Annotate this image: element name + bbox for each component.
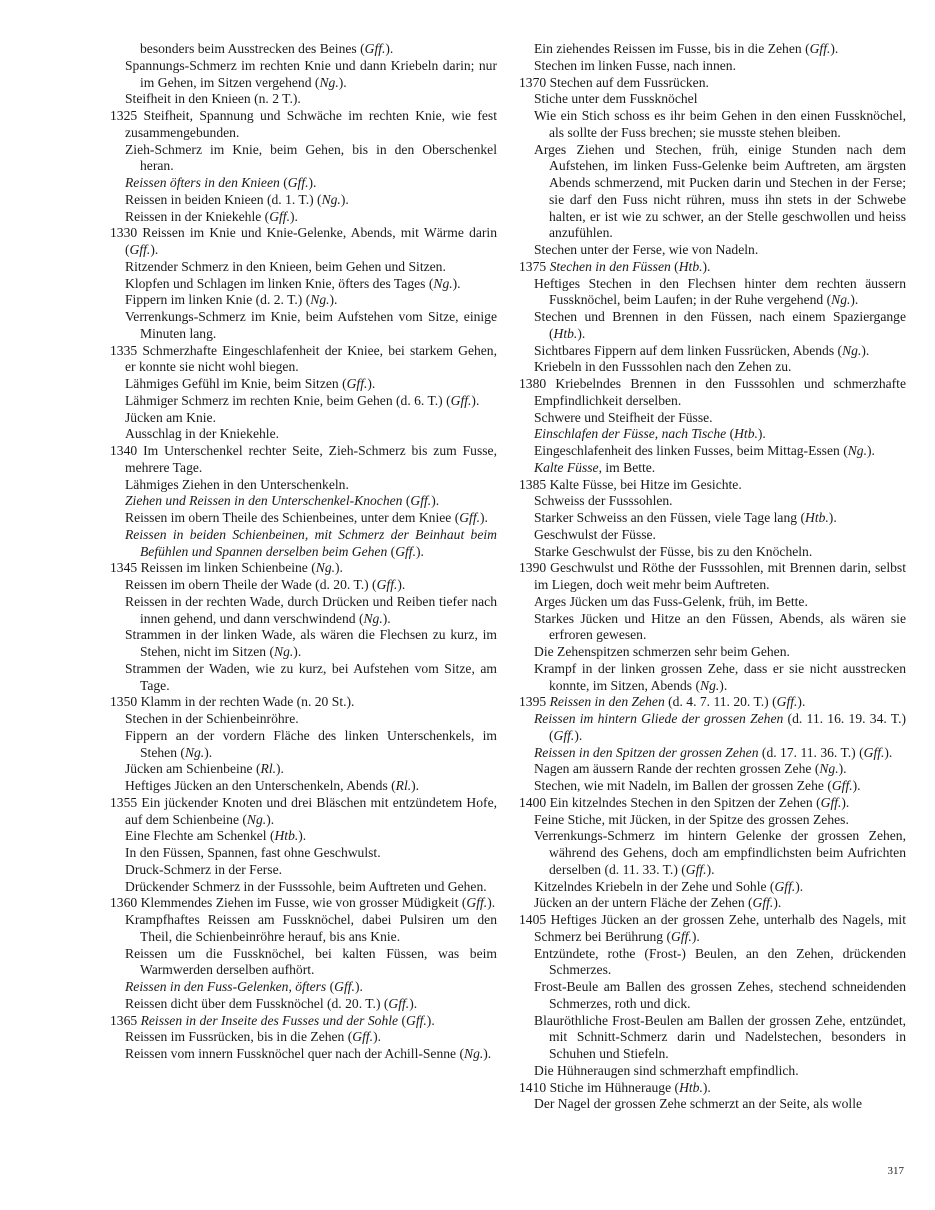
text-segment: (: [279, 175, 288, 190]
text-segment: Krampf in der linken grossen Zehe, dass er sie nicht ausstrecken konnte, im Sitzen, Abends (: [534, 660, 906, 693]
symptom-entry: [519, 510, 906, 527]
text-segment: Feine Stiche, mit Jücken, in der Spitze des grossen Zehes.: [534, 811, 849, 827]
symptom-entry: [110, 276, 497, 293]
italic-segment: Gff.: [863, 744, 885, 760]
text-segment: ).: [702, 258, 711, 274]
italic-segment: Gff.: [671, 928, 692, 944]
text-segment: Schwere und Steifheit der Füsse.: [534, 409, 713, 425]
text-segment: 1370 Stechen auf dem Fussrücken.: [519, 74, 709, 90]
symptom-entry: [519, 946, 906, 980]
text-segment: 1390 Geschwulst und Röthe der Fusssohlen, mit Brennen darin, selbst im Liegen, doch weit mehr beim Auftreten.: [519, 560, 906, 592]
symptom-entry: [110, 292, 497, 309]
text-segment: (: [326, 979, 335, 994]
symptom-entry: [110, 661, 497, 695]
numbered-symptom-entry: [110, 694, 497, 711]
text-segment: Drückender Schmerz in der Fusssohle, beim Auftreten und Gehen.: [125, 878, 487, 894]
numbered-symptom-entry: [519, 560, 906, 594]
text-segment: ).: [385, 41, 394, 56]
italic-segment: Gff.: [410, 493, 432, 509]
italic-segment: Reissen in den Spitzen der grossen Zehen: [534, 744, 759, 760]
text-segment: ).: [397, 577, 406, 592]
text-segment: Reissen dicht über dem Fussknöchel (d. 20. T.) (: [125, 995, 389, 1011]
italic-segment: Gff.: [466, 895, 488, 911]
text-segment: ).: [702, 1079, 711, 1095]
text-segment: (: [402, 493, 411, 509]
italic-segment: Gff.: [450, 392, 472, 408]
italic-segment: Stechen in den Füssen: [549, 258, 671, 274]
symptom-entry: [519, 778, 906, 795]
symptom-entry: [110, 91, 497, 108]
text-segment: Reissen im obern Theile des Schienbeines, unter dem Kniee (: [125, 510, 460, 525]
text-segment: ).: [838, 761, 847, 777]
text-segment: ).: [367, 376, 376, 391]
italic-segment: Gff.: [395, 543, 416, 559]
symptom-entry: [519, 644, 906, 661]
italic-segment: Ng.: [319, 74, 339, 90]
symptom-entry: [519, 979, 906, 1013]
italic-segment: Ng.: [315, 560, 336, 576]
text-segment: 1385 Kalte Füsse, bei Hitze im Gesichte.: [519, 476, 742, 492]
text-segment: Reissen in der Kniekehle (: [125, 208, 270, 224]
symptom-entry: [110, 728, 497, 762]
symptom-entry: [110, 309, 497, 343]
text-segment: Lähmiger Schmerz im rechten Knie, beim Gehen (d. 6. T.) (: [125, 392, 451, 408]
text-segment: besonders beim Ausstrecken des Beines (: [140, 41, 365, 56]
text-segment: Wie ein Stich schoss es ihr beim Gehen in den einen Fussknöchel, als sollte der Fuss brechen; sie musste stehen bleiben.: [534, 108, 906, 140]
symptom-entry: [519, 426, 906, 443]
text-segment: ).: [797, 694, 806, 710]
italic-segment: Reissen in den Fuss-Gelenken, öfters: [125, 979, 327, 994]
symptom-entry: [519, 343, 906, 360]
text-segment: ).: [409, 995, 418, 1011]
text-segment: 1330 Reissen im Knie und Knie-Gelenke, Abends, mit Wärme darin (: [110, 225, 497, 257]
symptom-entry: [110, 510, 497, 527]
text-segment: ).: [452, 275, 461, 291]
symptom-entry: [110, 58, 497, 92]
text-segment: ).: [411, 778, 420, 793]
italic-segment: Htb.: [734, 426, 758, 442]
text-segment: Geschwulst der Füsse.: [534, 526, 656, 542]
text-segment: Kriebeln in den Fusssohlen nach den Zehen zu.: [534, 359, 792, 375]
text-segment: ).: [867, 443, 875, 458]
symptom-entry: [110, 259, 497, 276]
text-segment: ).: [884, 744, 893, 760]
text-segment: ).: [483, 1046, 492, 1061]
italic-segment: Gff.: [752, 895, 774, 911]
numbered-symptom-entry: [519, 376, 906, 410]
text-segment: ).: [340, 191, 349, 207]
symptom-entry: [110, 845, 497, 862]
text-segment: Reissen in der rechten Wade, durch Drücken und Reiben tiefer nach innen gehend, und dann verschwindend (: [125, 593, 497, 626]
right-column: [519, 41, 906, 1113]
text-segment: Steifheit in den Knieen (n. 2 T.).: [125, 91, 301, 107]
text-segment: ).: [828, 510, 837, 525]
text-segment: Eingeschlafenheit des linken Fusses, beim Mittag-Essen (: [534, 443, 848, 458]
text-segment: Verrenkungs-Schmerz im hintern Gelenke der grossen Zehen, während des Gehens, doch am empfindlichsten beim Aufrichten derselben (d. 11. 33. T.) (: [534, 828, 906, 877]
italic-segment: Gff.: [774, 878, 796, 894]
text-segment: Stechen, wie mit Nadeln, im Ballen der grossen Zehe (: [534, 778, 832, 793]
italic-segment: Gff.: [459, 510, 480, 525]
italic-segment: Gff.: [346, 376, 368, 391]
symptom-entry: [110, 577, 497, 594]
text-segment: 1340 Im Unterschenkel rechter Seite, Zieh-Schmerz bis zum Fusse, mehrere Tage.: [110, 443, 497, 475]
left-column: [110, 41, 497, 1063]
text-segment: 1335 Schmerzhafte Eingeschlafenheit der Kniee, bei starkem Gehen, er konnte sie nicht wohl biegen.: [110, 342, 497, 375]
symptom-entry: [110, 477, 497, 494]
italic-segment: Gff.: [352, 1029, 374, 1045]
text-segment: Blauröthliche Frost-Beulen am Ballen der grossen Zehe, entzündet, mit Schnitt-Schmerz darin und Nadelstechen, besonders in Schuhen und Stiefeln.: [534, 1012, 906, 1061]
numbered-symptom-entry: [519, 1080, 906, 1097]
italic-segment: Htb.: [553, 325, 578, 341]
symptom-entry: [519, 527, 906, 544]
text-segment: ).: [719, 677, 728, 693]
symptom-entry: [519, 1096, 906, 1113]
text-segment: Starke Geschwulst der Füsse, bis zu den Knöcheln.: [534, 543, 813, 559]
italic-segment: Gff.: [776, 694, 798, 710]
text-segment: Stechen und Brennen in den Füssen, nach einem Spaziergange (: [534, 309, 906, 341]
text-segment: Strammen der Waden, wie zu kurz, bei Aufstehen vom Sitze, am Tage.: [125, 660, 497, 693]
text-segment: Krampfhaftes Reissen am Fussknöchel, dabei Pulsiren um den Theil, die Schienbeinröhre herauf, bis ans Knie.: [125, 912, 497, 944]
symptom-entry: [110, 711, 497, 728]
symptom-entry: [519, 895, 906, 912]
italic-segment: Ng.: [819, 761, 839, 777]
symptom-entry: [110, 1046, 497, 1063]
symptom-entry: [519, 812, 906, 829]
text-segment: ).: [426, 1012, 435, 1028]
text-segment: 1365: [110, 1012, 141, 1028]
numbered-symptom-entry: [110, 343, 497, 377]
text-segment: 1350 Klamm in der rechten Wade (n. 20 St.).: [110, 694, 355, 710]
text-segment: ).: [431, 493, 440, 509]
italic-segment: Gff.: [685, 861, 707, 877]
text-segment: ).: [150, 242, 159, 257]
text-segment: 1405 Heftiges Jücken an der grossen Zehe, unterhalb des Nagels, mit Schmerz bei Berührung (: [519, 912, 906, 944]
symptom-entry: [110, 979, 497, 996]
symptom-entry: [519, 711, 906, 745]
text-segment: ).: [574, 727, 583, 743]
numbered-symptom-entry: [110, 443, 497, 477]
text-segment: ).: [795, 878, 804, 894]
italic-segment: Ng.: [184, 744, 205, 760]
text-segment: Die Zehenspitzen schmerzen sehr beim Gehen.: [534, 644, 790, 659]
text-segment: Heftiges Stechen in den Flechsen hinter dem rechten äussern Fussknöchel, beim Laufen; in der Ruhe vergehend (: [534, 275, 906, 308]
text-segment: Frost-Beule am Ballen des grossen Zehes, stechend schneidenden Schmerzes, roth und dick.: [534, 979, 906, 1011]
symptom-entry: [110, 828, 497, 845]
text-segment: (d. 11. 16. 19. 34. T.) (: [549, 711, 906, 743]
symptom-entry: [519, 41, 906, 58]
numbered-symptom-entry: [110, 108, 497, 142]
text-segment: ).: [480, 510, 488, 525]
symptom-entry: [519, 242, 906, 259]
text-segment: Nagen am äussern Rande der rechten grossen Zehe (: [534, 761, 820, 777]
italic-segment: Gff.: [129, 242, 151, 257]
italic-segment: Htb.: [805, 510, 829, 525]
text-segment: (d. 17. 11. 36. T.) (: [758, 744, 864, 760]
text-segment: Lähmiges Gefühl im Knie, beim Sitzen (: [125, 376, 347, 391]
italic-segment: Htb.: [274, 828, 299, 844]
symptom-entry: [519, 443, 906, 460]
symptom-entry: [110, 192, 497, 209]
symptom-entry: [110, 376, 497, 393]
text-segment: Ritzender Schmerz in den Knieen, beim Gehen und Sitzen.: [125, 258, 446, 274]
symptom-entry: [519, 1063, 906, 1080]
text-segment: Eine Flechte am Schenkel (: [125, 828, 275, 844]
italic-segment: Gff.: [820, 794, 842, 810]
text-segment: Jücken am Knie.: [125, 409, 216, 425]
text-segment: ).: [852, 778, 861, 793]
text-segment: ).: [293, 644, 302, 659]
numbered-symptom-entry: [110, 795, 497, 829]
text-segment: ).: [471, 392, 480, 408]
symptom-entry: [110, 946, 497, 980]
italic-segment: Ng.: [363, 610, 383, 626]
symptom-entry: [110, 879, 497, 896]
text-segment: ).: [373, 1029, 382, 1045]
italic-segment: Gff.: [269, 208, 290, 224]
italic-segment: Rl.: [395, 778, 412, 793]
symptom-entry: [110, 912, 497, 946]
symptom-entry: [110, 778, 497, 795]
text-segment: (: [387, 543, 396, 559]
text-segment: Reissen vom innern Fussknöchel quer nach der Achill-Senne (: [125, 1046, 465, 1061]
symptom-entry: [519, 91, 906, 108]
text-segment: ).: [691, 928, 700, 944]
italic-segment: Gff.: [364, 41, 386, 56]
symptom-entry: [519, 359, 906, 376]
symptom-entry: [110, 41, 497, 58]
symptom-entry: [110, 862, 497, 879]
page-number: 317: [887, 1165, 904, 1177]
text-segment: 1360 Klemmendes Ziehen im Fusse, wie von grosser Müdigkeit (: [110, 895, 467, 911]
text-segment: Spannungs-Schmerz im rechten Knie und dann Kriebeln darin; nur im Gehen, im Sitzen vergehend (: [125, 57, 497, 90]
italic-segment: Gff.: [388, 995, 410, 1011]
italic-segment: Ng.: [274, 644, 294, 659]
symptom-entry: [110, 142, 497, 176]
text-segment: ).: [577, 325, 586, 341]
symptom-entry: [519, 142, 906, 243]
text-segment: In den Füssen, Spannen, fast ohne Geschwulst.: [125, 845, 381, 860]
symptom-entry: [110, 209, 497, 226]
symptom-entry: [110, 996, 497, 1013]
text-segment: Strammen in der linken Wade, als wären die Flechsen zu kurz, im Stehen, nicht im Sitzen (: [125, 627, 497, 659]
numbered-symptom-entry: [110, 895, 497, 912]
text-segment: Druck-Schmerz in der Ferse.: [125, 861, 283, 877]
text-segment: (d. 4. 7. 11. 20. T.) (: [664, 694, 777, 710]
text-segment: Arges Ziehen und Stechen, früh, einige Stunden nach dem Aufstehen, im linken Fuss-Gelenke beim Auftreten, am ärgsten Abends schmerzend, mit Pucken darin und Stechen in der Ferse; sie darf den Fuss nicht rühren, muss ihn stets in der Schwebe halten, er ist wie zu schwer, an der Stelle geschwollen und heiss anzufühlen.: [534, 141, 906, 241]
text-segment: ).: [338, 74, 347, 90]
symptom-entry: [519, 661, 906, 695]
symptom-entry: [519, 58, 906, 75]
text-segment: ).: [266, 811, 275, 827]
numbered-symptom-entry: [519, 75, 906, 92]
text-segment: Ein ziehendes Reissen im Fusse, bis in die Zehen (: [534, 41, 810, 56]
symptom-entry: [519, 108, 906, 142]
text-segment: Starker Schweiss an den Füssen, viele Tage lang (: [534, 510, 805, 525]
text-segment: 1380 Kriebelndes Brennen in den Fusssohlen und schmerzhafte Empfindlichkeit derselben.: [519, 376, 906, 408]
text-segment: Schweiss der Fusssohlen.: [534, 493, 673, 509]
text-segment: Klopfen und Schlagen im linken Knie, öfters des Tages (: [125, 275, 434, 291]
text-segment: 1400 Ein kitzelndes Stechen in den Spitzen der Zehen (: [519, 794, 821, 810]
text-segment: Reissen in beiden Knieen (d. 1. T.) (: [125, 191, 322, 207]
italic-segment: Rl.: [260, 761, 276, 777]
italic-segment: Htb.: [679, 1079, 703, 1095]
text-segment: Stechen im linken Fusse, nach innen.: [534, 57, 736, 73]
symptom-entry: [519, 745, 906, 762]
italic-segment: Gff.: [831, 778, 853, 793]
symptom-entry: [110, 426, 497, 443]
text-segment: Fippern im linken Knie (d. 2. T.) (: [125, 292, 311, 308]
symptom-entry: [110, 393, 497, 410]
text-segment: ).: [850, 292, 859, 308]
italic-segment: Htb.: [678, 258, 703, 274]
text-segment: ).: [861, 342, 870, 358]
symptom-entry: [519, 828, 906, 878]
italic-segment: Ng.: [831, 292, 851, 308]
text-segment: Fippern an der vordern Fläche des linken Unterschenkels, im Stehen (: [125, 727, 497, 760]
symptom-entry: [110, 493, 497, 510]
text-segment: Jücken an der untern Fläche der Zehen (: [534, 895, 753, 911]
symptom-entry: [519, 544, 906, 561]
text-segment: Stiche unter dem Fussknöchel: [534, 91, 698, 107]
symptom-entry: [110, 761, 497, 778]
text-segment: 1345 Reissen im linken Schienbeine (: [110, 560, 316, 576]
text-segment: Arges Jücken um das Fuss-Gelenk, früh, im Bette.: [534, 593, 808, 609]
text-segment: (: [670, 258, 679, 274]
text-segment: Kitzelndes Kriebeln in der Zehe und Sohle (: [534, 878, 775, 894]
text-segment: ).: [841, 794, 850, 810]
symptom-entry: [519, 309, 906, 343]
symptom-entry: [519, 611, 906, 645]
italic-segment: Ziehen und Reissen in den Unterschenkel-Knochen: [125, 493, 403, 509]
text-segment: Reissen im Fussrücken, bis in die Zehen (: [125, 1029, 353, 1045]
text-segment: ).: [308, 175, 317, 190]
numbered-symptom-entry: [110, 560, 497, 577]
italic-segment: Reissen im hintern Gliede der grossen Zehen: [534, 711, 784, 726]
italic-segment: Reissen in den Zehen: [549, 694, 665, 710]
text-segment: Stechen unter der Ferse, wie von Nadeln.: [534, 242, 759, 257]
symptom-entry: [519, 879, 906, 896]
numbered-symptom-entry: [110, 1013, 497, 1030]
text-segment: (: [398, 1012, 407, 1028]
italic-segment: Ng.: [321, 191, 341, 207]
numbered-symptom-entry: [519, 795, 906, 812]
numbered-symptom-entry: [519, 694, 906, 711]
text-segment: ).: [382, 610, 391, 626]
text-segment: Stechen in der Schienbeinröhre.: [125, 711, 299, 726]
italic-segment: Reissen in beiden Schienbeinen, mit Schmerz der Beinhaut beim Befühlen und Spannen derselben beim Gehen: [125, 526, 497, 559]
symptom-entry: [519, 594, 906, 611]
italic-segment: Gff.: [334, 979, 355, 994]
text-segment: ).: [773, 895, 782, 911]
symptom-entry: [519, 410, 906, 427]
symptom-entry: [519, 493, 906, 510]
italic-segment: Gff.: [376, 577, 398, 592]
italic-segment: Reissen in der Inseite des Fusses und der Sohle: [140, 1012, 399, 1028]
text-segment: Starkes Jücken und Hitze an den Füssen, Abends, als wären sie erfroren gewesen.: [534, 610, 906, 643]
text-segment: ).: [487, 895, 496, 911]
italic-segment: Gff.: [406, 1012, 427, 1028]
symptom-entry: [110, 594, 497, 628]
numbered-symptom-entry: [519, 912, 906, 946]
text-segment: , im Bette.: [598, 459, 656, 475]
italic-segment: Ng.: [310, 292, 330, 308]
text-segment: Der Nagel der grossen Zehe schmerzt an der Seite, als wolle: [534, 1096, 863, 1112]
text-segment: Die Hühneraugen sind schmerzhaft empfindlich.: [534, 1062, 799, 1078]
text-segment: Jücken am Schienbeine (: [125, 761, 261, 777]
text-segment: Entzündete, rothe (Frost-) Beulen, an den Zehen, drückenden Schmerzes.: [534, 945, 906, 978]
italic-segment: Reissen öfters in den Knieen: [125, 175, 280, 190]
text-segment: Reissen um die Fussknöchel, bei kalten Füssen, was beim Warmwerden derselben aufhört.: [125, 945, 497, 978]
text-segment: ).: [706, 861, 715, 877]
symptom-entry: [110, 410, 497, 427]
text-segment: Sichtbares Fippern auf dem linken Fussrücken, Abends (: [534, 342, 843, 358]
symptom-entry: [110, 627, 497, 661]
text-segment: ).: [289, 208, 298, 224]
text-segment: Ausschlag in der Kniekehle.: [125, 426, 280, 442]
italic-segment: Ng.: [847, 443, 867, 458]
text-segment: Lähmiges Ziehen in den Unterschenkeln.: [125, 476, 349, 492]
italic-segment: Ng.: [842, 342, 862, 358]
symptom-entry: [110, 1029, 497, 1046]
text-segment: Zieh-Schmerz im Knie, beim Gehen, bis in den Oberschenkel heran.: [125, 141, 497, 174]
text-segment: Heftiges Jücken an den Unterschenkeln, Abends (: [125, 778, 396, 793]
italic-segment: Gff.: [553, 727, 575, 743]
text-segment: 1325 Steifheit, Spannung und Schwäche im rechten Knie, wie fest zusammengebunden.: [110, 108, 497, 140]
numbered-symptom-entry: [519, 477, 906, 494]
text-segment: 1410 Stiche im Hühnerauge (: [519, 1079, 680, 1095]
symptom-entry: [110, 527, 497, 561]
text-segment: ).: [204, 744, 213, 760]
text-segment: ).: [298, 828, 307, 844]
numbered-symptom-entry: [110, 225, 497, 259]
italic-segment: Gff.: [287, 175, 309, 190]
text-segment: Reissen im obern Theile der Wade (d. 20. T.) (: [125, 577, 377, 592]
text-segment: ).: [415, 543, 424, 559]
italic-segment: Gff.: [809, 41, 831, 56]
italic-segment: Ng.: [246, 811, 267, 827]
symptom-entry: [519, 761, 906, 778]
symptom-entry: [519, 276, 906, 310]
text-segment: (: [726, 426, 735, 442]
italic-segment: Ng.: [700, 677, 720, 693]
italic-segment: Kalte Füsse: [534, 459, 599, 475]
italic-segment: Einschlafen der Füsse, nach Tische: [534, 426, 727, 442]
italic-segment: Ng.: [433, 275, 453, 291]
symptom-entry: [110, 175, 497, 192]
text-segment: ).: [276, 761, 284, 777]
text-segment: Verrenkungs-Schmerz im Knie, beim Aufstehen vom Sitze, einige Minuten lang.: [125, 309, 497, 341]
numbered-symptom-entry: [519, 259, 906, 276]
symptom-entry: [519, 460, 906, 477]
text-segment: ).: [830, 41, 839, 56]
text-segment: 1395: [519, 694, 550, 710]
text-segment: ).: [335, 560, 343, 576]
text-segment: 1355 Ein jückender Knoten und drei Bläschen mit entzündetem Hofe, auf dem Schienbeine (: [110, 794, 497, 827]
symptom-entry: [519, 1013, 906, 1063]
text-segment: 1375: [519, 258, 550, 274]
italic-segment: Ng.: [464, 1046, 484, 1061]
text-segment: ).: [757, 426, 766, 442]
text-segment: ).: [354, 979, 363, 994]
text-segment: ).: [329, 292, 338, 308]
